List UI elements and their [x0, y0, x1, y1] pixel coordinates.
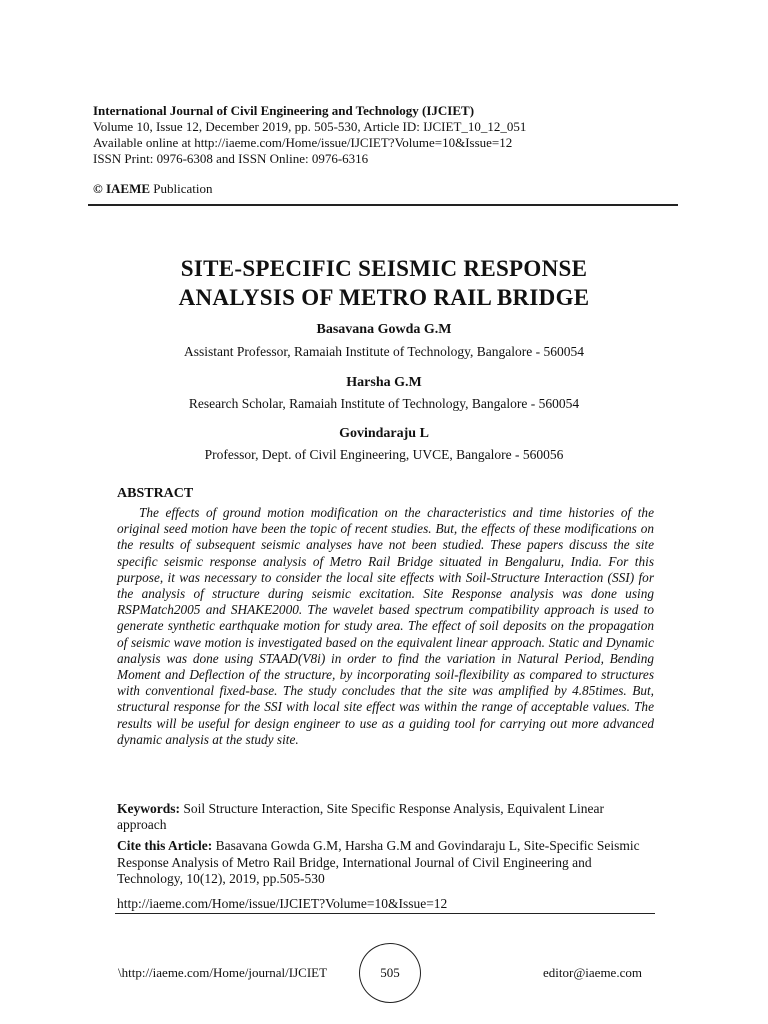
author-affiliation: Professor, Dept. of Civil Engineering, UVCE, Bangalore - 560056	[204, 447, 564, 462]
available-online: Available online at http://iaeme.com/Home/issue/IJCIET?Volume=10&Issue=12	[93, 135, 513, 150]
author-name: Govindaraju L	[339, 426, 429, 441]
abstract-text: The effects of ground motion modification on the characteristics and time histories of the original seed motion have been the topic of recent studies. But, the effects of these modifications on the results of subsequent seismic analyses have not been studied. These papers discuss the site specific seismic response analysis of Metro Rail Bridge situated in Bengaluru, India. For this purpose, it was necessary to consider the local site effects with Soil-Structure Interaction (SSI) for the analysis of structure during seismic excitation. Site Response analysis was done using RSPMatch2005 and SHAKE2000. The wavelet based spectrum compatibility approach is used to generate synthetic earthquake motion for study area. The effect of soil deposits on the propagation of seismic wave motion is investigated based on the equivalent linear approach. Static and Dynamic analysis was done using STAAD(V8i) in order to find the variation in Natural Period, Bending Moment and Deflection of the structure, by incorporating soil-flexibility as compared to structures with conventional fixed-base. The study concludes that the site was amplified by 4.85times. But, structural response for the SSI with local site effect was within the range of acceptable values. The results will be useful for design engineer to use as a guiding tool for carrying out more advanced dynamic analysis at the study site.	[117, 505, 654, 747]
citation-text: Basavana Gowda G.M, Harsha G.M and Govindaraju L, Site-Specific Seismic Response Analysis of Metro Rail Bridge, International Journal of Civil Engineering and Technology, 10(12), 2019, pp.505-530	[117, 838, 640, 886]
publisher-name: © IAEME	[93, 181, 151, 196]
page-number	[359, 943, 421, 1003]
footer-divider	[115, 913, 655, 914]
author-name: Harsha G.M	[346, 375, 422, 390]
paper-title	[100, 254, 668, 312]
author-name: Basavana Gowda G.M	[316, 322, 452, 337]
author-affiliation: Research Scholar, Ramaiah Institute of Technology, Bangalore - 560054	[188, 396, 580, 411]
keywords-text: Soil Structure Interaction, Site Specific Response Analysis, Equivalent Linear approach	[117, 801, 605, 832]
citation	[117, 838, 654, 888]
issn-info: ISSN Print: 0976-6308 and ISSN Online: 0976-6316	[93, 151, 369, 166]
keywords	[117, 801, 654, 833]
publisher-suffix: Publication	[150, 181, 213, 196]
page-number-text: 505	[380, 965, 400, 980]
title-line-2: ANALYSIS OF METRO RAIL BRIDGE	[178, 285, 590, 310]
article-url[interactable]: http://iaeme.com/Home/issue/IJCIET?Volume=10&Issue=12	[117, 896, 448, 911]
footer-email[interactable]: editor@iaeme.com	[543, 965, 642, 980]
publisher-line	[93, 181, 213, 197]
footer-journal-link[interactable]: \http://iaeme.com/Home/journal/IJCIET	[118, 965, 328, 980]
keywords-label: Keywords:	[117, 801, 180, 816]
citation-label: Cite this Article:	[117, 838, 213, 853]
title-line-1: SITE-SPECIFIC SEISMIC RESPONSE	[180, 256, 588, 281]
journal-header	[93, 103, 693, 167]
abstract-heading: ABSTRACT	[117, 486, 194, 501]
author-affiliation: Assistant Professor, Ramaiah Institute of Technology, Bangalore - 560054	[183, 344, 585, 359]
journal-name: International Journal of Civil Engineering and Technology (IJCIET)	[93, 103, 475, 118]
volume-info: Volume 10, Issue 12, December 2019, pp. 505-530, Article ID: IJCIET_10_12_051	[93, 119, 527, 134]
header-divider	[88, 204, 678, 206]
